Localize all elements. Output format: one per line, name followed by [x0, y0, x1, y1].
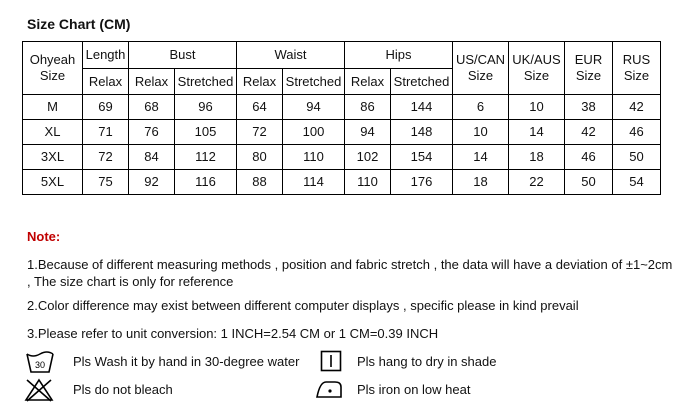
- hand-wash-30-icon: [25, 350, 55, 374]
- table-cell: 42: [565, 120, 613, 145]
- size-chart-title: Size Chart (CM): [27, 16, 131, 32]
- table-cell: 18: [453, 170, 509, 195]
- table-cell: 86: [345, 95, 391, 120]
- table-cell: 71: [83, 120, 129, 145]
- table-cell: 6: [453, 95, 509, 120]
- note-line-1: 1.Because of different measuring methods , position and fabric stretch , the data will have a deviation of ±1~2cm: [27, 257, 673, 272]
- length-relax-header: Relax: [83, 69, 129, 95]
- line-dry-icon: [320, 350, 342, 372]
- bust-relax-header: Relax: [129, 69, 175, 95]
- table-cell: 38: [565, 95, 613, 120]
- table-cell: 75: [83, 170, 129, 195]
- table-row: [23, 170, 661, 195]
- hips-header: Hips: [345, 42, 453, 69]
- table-cell: 92: [129, 170, 175, 195]
- table-cell: 84: [129, 145, 175, 170]
- size-chart-table: [22, 41, 661, 195]
- table-cell: 148: [391, 120, 453, 145]
- table-cell: 154: [391, 145, 453, 170]
- waist-relax-header: Relax: [237, 69, 283, 95]
- note-heading: Note:: [27, 229, 61, 244]
- hips-stretched-header: Stretched: [391, 69, 453, 95]
- table-cell: 96: [175, 95, 237, 120]
- table-cell: 50: [565, 170, 613, 195]
- table-cell: 116: [175, 170, 237, 195]
- note-line-2: 2.Color difference may exist between different computer displays , specific please in kind prevail: [27, 298, 579, 313]
- table-row: [23, 145, 661, 170]
- note-line-3: 3.Please refer to unit conversion: 1 INCH=2.54 CM or 1 CM=0.39 INCH: [27, 326, 439, 341]
- table-cell: 144: [391, 95, 453, 120]
- eur-size-header: EUR Size: [565, 42, 613, 95]
- care-bleach-text: Pls do not bleach: [73, 382, 173, 397]
- waist-stretched-header: Stretched: [283, 69, 345, 95]
- bust-stretched-header: Stretched: [175, 69, 237, 95]
- table-cell: 10: [453, 120, 509, 145]
- table-cell: 72: [83, 145, 129, 170]
- header-row-top: [23, 42, 661, 69]
- care-wash-text: Pls Wash it by hand in 30-degree water: [73, 354, 300, 369]
- waist-header: Waist: [237, 42, 345, 69]
- table-cell: 69: [83, 95, 129, 120]
- table-cell: 22: [509, 170, 565, 195]
- table-cell: 54: [613, 170, 661, 195]
- table-cell: 3XL: [23, 145, 83, 170]
- table-cell: 14: [453, 145, 509, 170]
- table-cell: 64: [237, 95, 283, 120]
- table-cell: 42: [613, 95, 661, 120]
- table-row: [23, 95, 661, 120]
- table-cell: 88: [237, 170, 283, 195]
- no-bleach-icon: [24, 378, 54, 402]
- hips-relax-header: Relax: [345, 69, 391, 95]
- table-cell: 5XL: [23, 170, 83, 195]
- note-line-1-continued: , The size chart is only for reference: [27, 274, 234, 289]
- table-cell: 94: [283, 95, 345, 120]
- table-cell: XL: [23, 120, 83, 145]
- table-cell: 94: [345, 120, 391, 145]
- us-size-header: US/CAN Size: [453, 42, 509, 95]
- table-cell: 76: [129, 120, 175, 145]
- table-cell: 110: [283, 145, 345, 170]
- care-hang-text: Pls hang to dry in shade: [357, 354, 497, 369]
- table-cell: 100: [283, 120, 345, 145]
- table-cell: 46: [613, 120, 661, 145]
- uk-size-header: UK/AUS Size: [509, 42, 565, 95]
- table-cell: 10: [509, 95, 565, 120]
- table-cell: 72: [237, 120, 283, 145]
- bust-header: Bust: [129, 42, 237, 69]
- table-cell: 102: [345, 145, 391, 170]
- care-iron-text: Pls iron on low heat: [357, 382, 471, 397]
- table-cell: 112: [175, 145, 237, 170]
- table-cell: 50: [613, 145, 661, 170]
- table-row: [23, 120, 661, 145]
- table-cell: M: [23, 95, 83, 120]
- table-cell: 14: [509, 120, 565, 145]
- table-cell: 105: [175, 120, 237, 145]
- size-header: Ohyeah Size: [23, 42, 83, 95]
- table-cell: 110: [345, 170, 391, 195]
- table-cell: 80: [237, 145, 283, 170]
- table-cell: 46: [565, 145, 613, 170]
- table-cell: 176: [391, 170, 453, 195]
- table-cell: 114: [283, 170, 345, 195]
- rus-size-header: RUS Size: [613, 42, 661, 95]
- iron-low-icon: [314, 378, 344, 400]
- wash-temperature-label: 30: [34, 360, 46, 370]
- table-cell: 68: [129, 95, 175, 120]
- length-header: Length: [83, 42, 129, 69]
- table-cell: 18: [509, 145, 565, 170]
